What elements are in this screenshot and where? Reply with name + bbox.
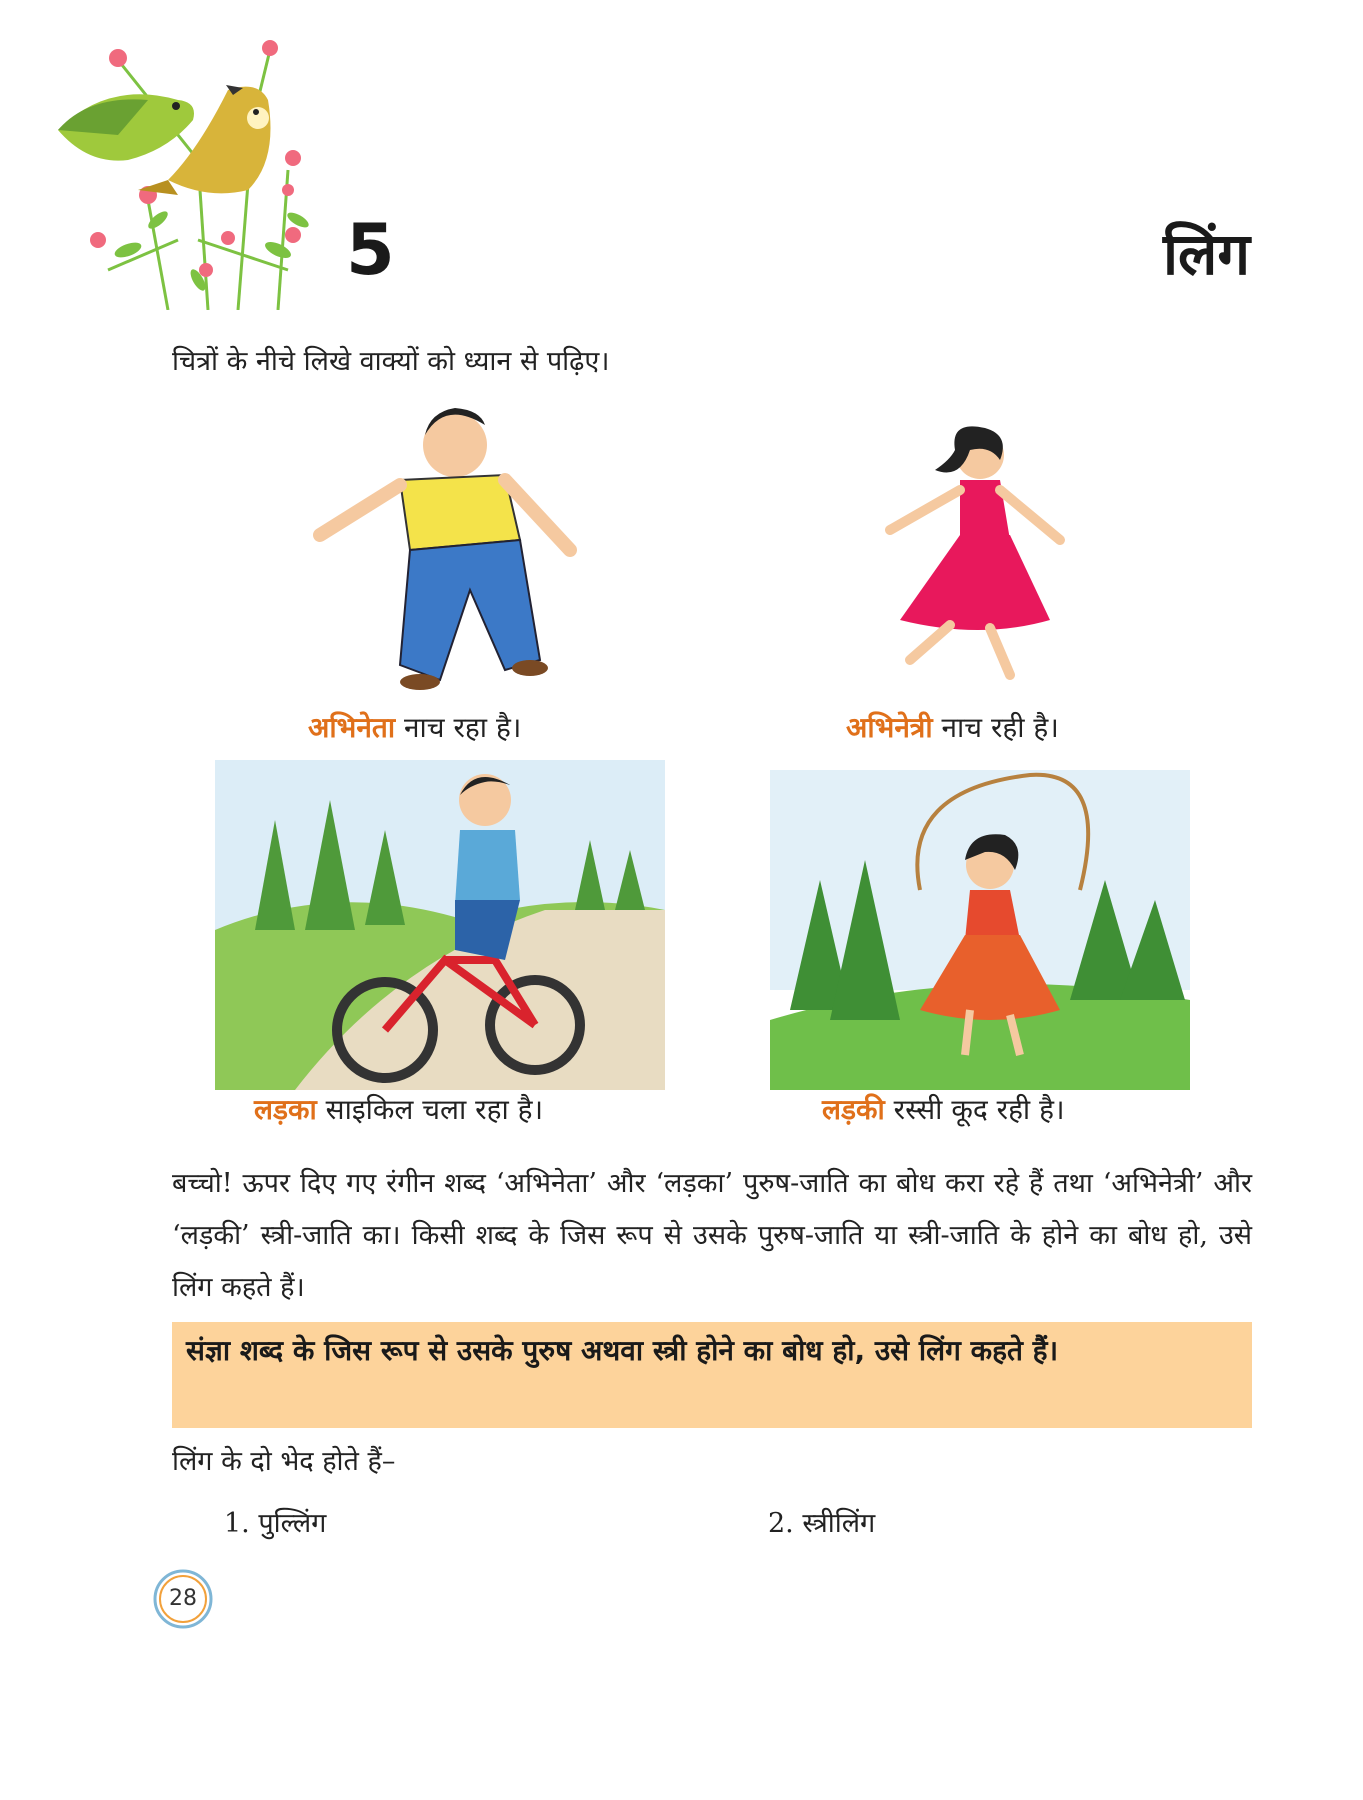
- definition-text: संज्ञा शब्द के जिस रूप से उसके पुरुष अथवा स्त्री होने का बोध हो, उसे लिंग कहते हैं।: [186, 1334, 1059, 1367]
- caption-actor-text: नाच रहा है।: [395, 711, 522, 744]
- caption-actress-highlight: अभिनेत्री: [846, 711, 933, 744]
- caption-boy-text: साइकिल चला रहा है।: [316, 1093, 544, 1126]
- definition-box: [172, 1322, 1252, 1428]
- dancing-boy-illustration: [280, 400, 610, 700]
- type-feminine: 2. स्त्रीलिंग: [768, 1508, 876, 1539]
- caption-girl-text: रस्सी कूद रही है।: [884, 1093, 1065, 1126]
- birds-flowers-illustration: [48, 40, 348, 310]
- girl-skipping-rope-illustration: [770, 770, 1190, 1090]
- type-masculine: 1. पुल्लिंग: [224, 1508, 327, 1539]
- caption-boy-highlight: लड़का: [254, 1093, 317, 1126]
- intro-text: चित्रों के नीचे लिखे वाक्यों को ध्यान से पढ़िए।: [172, 346, 610, 377]
- caption-actress: [846, 708, 1059, 748]
- page-number: 28: [169, 1586, 197, 1611]
- caption-girl: [822, 1090, 1065, 1130]
- types-intro: लिंग के दो भेद होते हैं–: [172, 1446, 396, 1477]
- chapter-title: लिंग: [1162, 220, 1250, 288]
- dancing-girl-illustration: [840, 420, 1100, 690]
- caption-actor-highlight: अभिनेता: [308, 711, 396, 744]
- caption-actress-text: नाच रही है।: [932, 711, 1059, 744]
- caption-actor: [308, 708, 521, 748]
- chapter-number: 5: [346, 209, 395, 291]
- caption-boy: [254, 1090, 543, 1130]
- page-number-badge: [152, 1568, 214, 1630]
- explanation-paragraph: बच्चो! ऊपर दिए गए रंगीन शब्द ‘अभिनेता’ और ‘लड़का’ पुरुष-जाति का बोध करा रहे हैं तथा ‘अभिनेत्री’ और ‘लड़की’ स्त्री-जाति का। किसी शब्द के जिस रूप से उसके पुरुष-जाति या स्त्री-जाति के होने का बोध हो, उसे लिंग कहते हैं।: [172, 1168, 1252, 1303]
- caption-girl-highlight: लड़की: [822, 1093, 885, 1126]
- boy-cycling-illustration: [215, 760, 665, 1090]
